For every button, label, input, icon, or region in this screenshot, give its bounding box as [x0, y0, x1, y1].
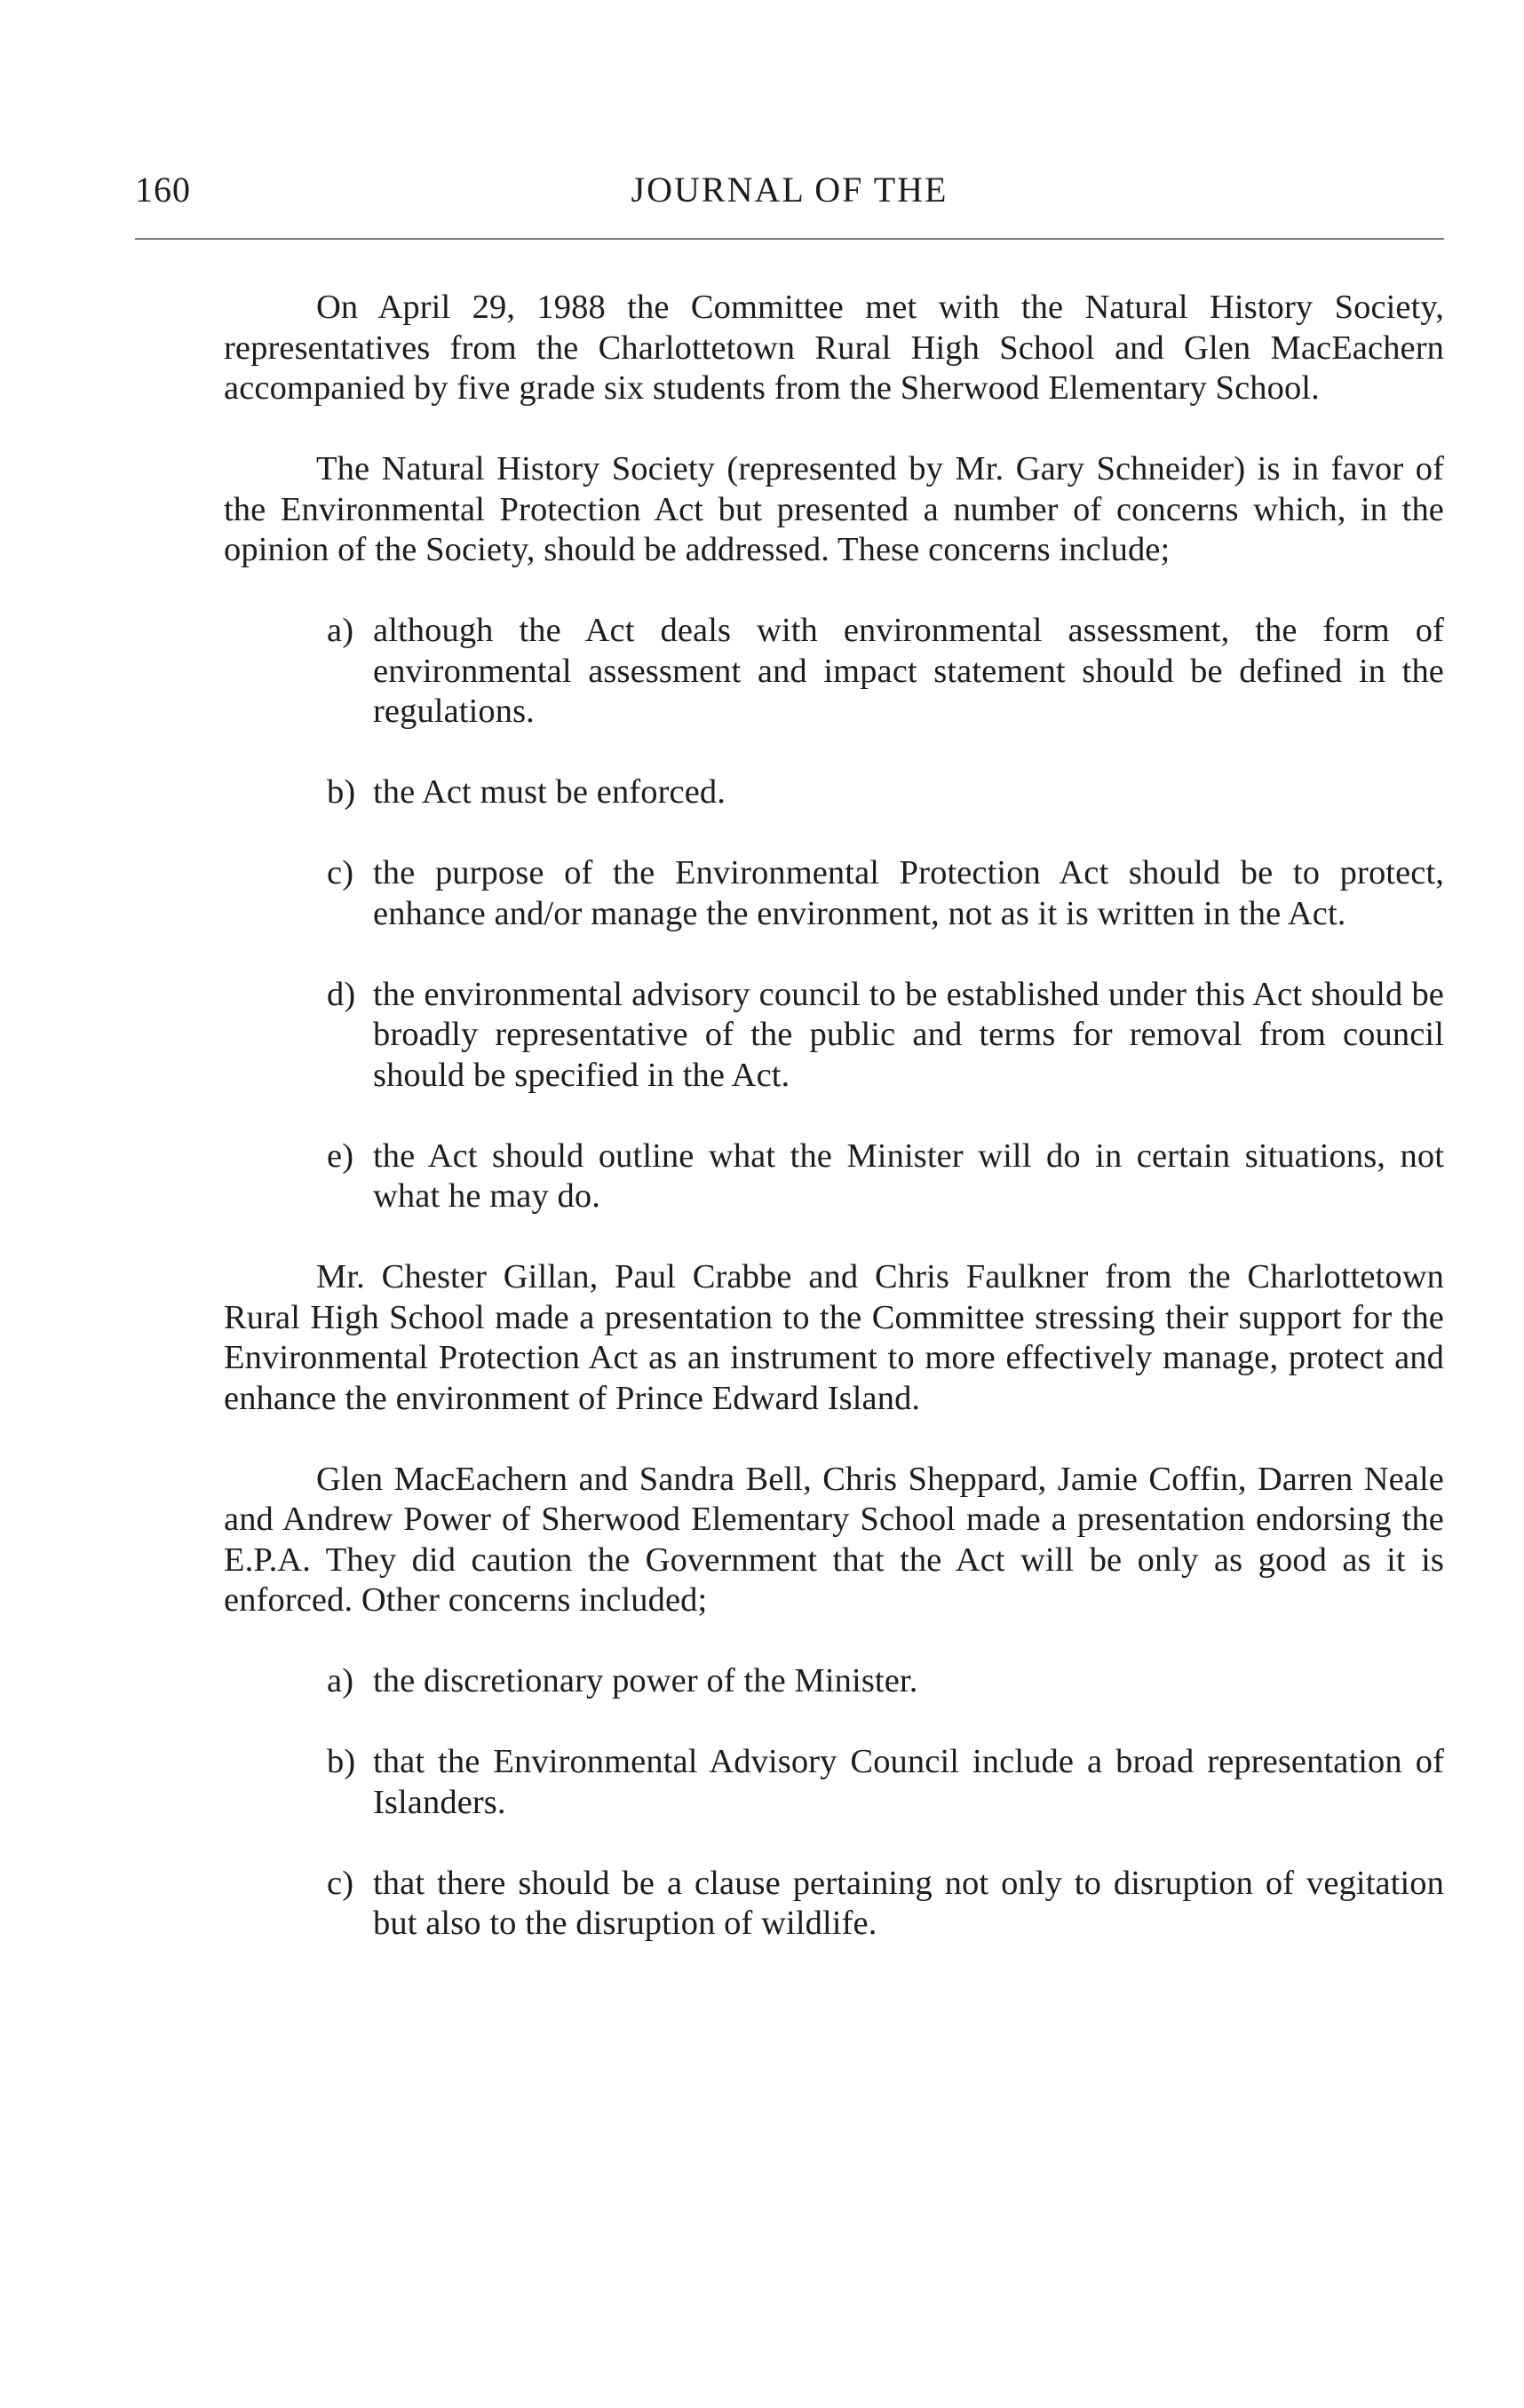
list-marker: c) [327, 1864, 354, 1902]
list-item-text: the discretionary power of the Minister. [373, 1662, 918, 1699]
school-concerns-list [224, 1661, 1444, 1945]
list-marker: d) [327, 975, 356, 1013]
paragraph-sherwood-elementary: Glen MacEachern and Sandra Bell, Chris Sheppard, Jamie Coffin, Darren Neale and Andrew Power of Sherwood Elementary School made a presentation endorsing the E.P.A. They did caution the Government that the Act will be only as good as it is enforced. Other concerns included; [224, 1460, 1444, 1619]
list-item [327, 611, 1444, 733]
list-item-text: the Act should outline what the Minister will do in certain situations, not what he may do. [373, 1137, 1444, 1215]
list-item-text: that there should be a clause pertaining not only to disruption of vegitation but also to the disruption of wildlife. [373, 1864, 1444, 1942]
paragraph-natural-history-society: The Natural History Society (represented by Mr. Gary Schneider) is in favor of the Environmental Protection Act but presented a number of concerns which, in the opinion of the Society, should be addressed. These concerns include; [224, 450, 1444, 568]
society-concerns-list [224, 611, 1444, 1217]
list-item-text: that the Environmental Advisory Council include a broad representation of Islanders. [373, 1743, 1444, 1821]
page-number: 160 [135, 170, 191, 210]
running-head: JOURNAL OF THE [631, 170, 949, 210]
list-marker: a) [327, 1662, 354, 1699]
list-item-text: the Act must be enforced. [373, 773, 726, 811]
header-rule [135, 238, 1444, 240]
list-marker: b) [327, 773, 356, 811]
list-item [327, 772, 1444, 813]
paragraph-rural-high-school: Mr. Chester Gillan, Paul Crabbe and Chris Faulkner from the Charlottetown Rural High School made a presentation to the Committee stressing their support for the Environmental Protection Act as an instrument to more effectively manage, protect and enhance the environment of Prince Edward Island. [224, 1258, 1444, 1417]
list-item [327, 1661, 1444, 1702]
list-marker: b) [327, 1743, 356, 1780]
list-item [327, 1742, 1444, 1823]
list-item [327, 853, 1444, 934]
list-item-text: the purpose of the Environmental Protection Act should be to protect, enhance and/or manage the environment, not as it is written in the Act. [373, 854, 1444, 932]
list-item [327, 1864, 1444, 1945]
list-marker: a) [327, 612, 354, 649]
list-marker: e) [327, 1137, 354, 1175]
list-item-text: although the Act deals with environmental assessment, the form of environmental assessment and impact statement should be defined in the regulations. [373, 612, 1444, 730]
page-header [135, 169, 1444, 222]
list-item [327, 1137, 1444, 1217]
body-text [224, 288, 1444, 1984]
list-item [327, 975, 1444, 1097]
list-marker: c) [327, 854, 354, 891]
list-item-text: the environmental advisory council to be established under this Act should be broadly representative of the public and terms for removal from council should be specified in the Act. [373, 975, 1444, 1094]
paragraph-committee-meeting: On April 29, 1988 the Committee met with the Natural History Society, representatives from the Charlottetown Rural High School and Glen MacEachern accompanied by five grade six students from the Sherwood Elementary School. [224, 289, 1444, 407]
